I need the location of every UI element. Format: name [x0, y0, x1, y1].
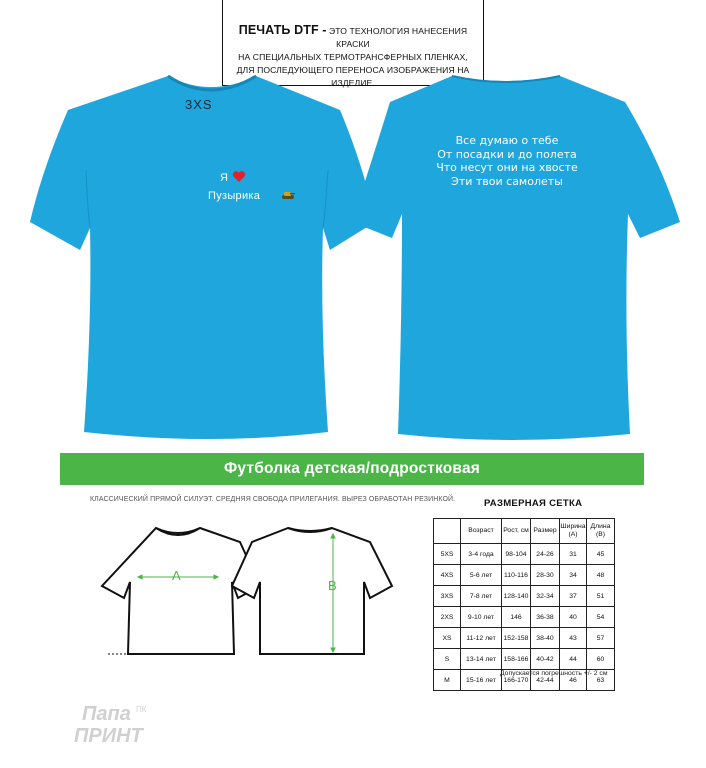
dtf-line3: ДЛЯ ПОСЛЕДУЮЩЕГО ПЕРЕНОСА ИЗОБРАЖЕНИЯ НА ИЗДЕЛИЕ. [236, 65, 470, 88]
table-cell: 40 [560, 607, 587, 628]
table-cell: 51 [587, 586, 615, 607]
table-cell: 15-16 лет [461, 670, 502, 691]
back-print-line: Эти твои самолеты [451, 174, 563, 188]
table-cell: 31 [560, 544, 587, 565]
table-cell: 63 [587, 670, 615, 691]
back-print-line: От посадки и до полета [437, 147, 577, 161]
table-header: Размер [531, 519, 560, 544]
table-row [434, 586, 615, 607]
table-cell: 28-30 [531, 565, 560, 586]
table-cell: 11-12 лет [461, 628, 502, 649]
table-cell: 44 [560, 649, 587, 670]
table-cell: 128-140 [502, 586, 531, 607]
heart-icon [232, 170, 246, 183]
back-print-line: Все думаю о тебе [455, 134, 559, 147]
dtf-line1: ЭТО ТЕХНОЛОГИЯ НАНЕСЕНИЯ КРАСКИ [326, 26, 468, 49]
dtf-term: ПЕЧАТЬ DTF - [238, 23, 327, 37]
table-cell: 43 [560, 628, 587, 649]
table-cell: 34 [560, 565, 587, 586]
table-cell: 37 [560, 586, 587, 607]
size-tag: 3XS [185, 97, 213, 112]
table-row [434, 544, 615, 565]
table-header-row [434, 519, 615, 544]
label-a: A [172, 568, 181, 583]
logo-line1: Папа [82, 703, 131, 725]
tshirt-back [352, 76, 680, 440]
product-banner: Футболка детская/подростковая [60, 453, 644, 485]
back-print-text [412, 134, 602, 188]
table-cell: M [434, 670, 461, 691]
tank-icon [281, 190, 295, 200]
table-cell: 166-170 [502, 670, 531, 691]
table-cell: 38-40 [531, 628, 560, 649]
product-description: КЛАССИЧЕСКИЙ ПРЯМОЙ СИЛУЭТ. СРЕДНЯЯ СВОБОДА ПРИЛЕГАНИЯ. ВЫРЕЗ ОБРАБОТАН РЕЗИНКОЙ. [90, 496, 456, 503]
table-cell: 42-44 [531, 670, 560, 691]
table-row [434, 607, 615, 628]
table-cell: 13-14 лет [461, 649, 502, 670]
logo-badge: ПК [136, 705, 147, 714]
table-header [434, 519, 461, 544]
table-cell: 36-38 [531, 607, 560, 628]
table-cell: 48 [587, 565, 615, 586]
tshirt-illustrations [0, 66, 706, 446]
table-cell: 45 [587, 544, 615, 565]
table-cell: 9-10 лет [461, 607, 502, 628]
table-cell: 4XS [434, 565, 461, 586]
table-cell: 5XS [434, 544, 461, 565]
table-row [434, 649, 615, 670]
front-print-line1: Я [220, 172, 228, 184]
table-cell: 98-104 [502, 544, 531, 565]
table-header: Ширина (А) [560, 519, 587, 544]
table-cell: 110-116 [502, 565, 531, 586]
tshirt-front [30, 76, 375, 439]
table-cell: 146 [502, 607, 531, 628]
dtf-line2: НА СПЕЦИАЛЬНЫХ ТЕРМОТРАНСФЕРНЫХ ПЛЕНКАХ, [238, 52, 468, 62]
table-cell: S [434, 649, 461, 670]
tolerance-note: Допускается погрешность +/- 2 см [500, 670, 608, 677]
table-header: Длина (В) [587, 519, 615, 544]
logo-line2: ПРИНТ [74, 725, 143, 747]
table-cell: 158-166 [502, 649, 531, 670]
table-cell: 46 [560, 670, 587, 691]
table-cell: 32-34 [531, 586, 560, 607]
table-cell: 152-158 [502, 628, 531, 649]
table-cell: 54 [587, 607, 615, 628]
diagram-back-shirt [232, 528, 392, 654]
front-print-line2: Пузырика [208, 190, 261, 202]
table-cell: 57 [587, 628, 615, 649]
table-row [434, 628, 615, 649]
table-cell: 3-4 года [461, 544, 502, 565]
size-chart-title: РАЗМЕРНАЯ СЕТКА [484, 498, 583, 509]
table-cell: 5-6 лет [461, 565, 502, 586]
table-cell: XS [434, 628, 461, 649]
back-print-line: Что несут они на хвосте [436, 161, 578, 174]
table-header: Возраст [461, 519, 502, 544]
table-cell: 3XS [434, 586, 461, 607]
table-cell: 2XS [434, 607, 461, 628]
measurement-diagram [98, 520, 398, 660]
table-cell: 7-8 лет [461, 586, 502, 607]
table-header: Рост, см [502, 519, 531, 544]
table-cell: 24-26 [531, 544, 560, 565]
diagram-front-shirt [102, 528, 260, 654]
brand-logo [74, 700, 184, 750]
label-b: B [328, 578, 337, 593]
table-row [434, 565, 615, 586]
table-cell: 40-42 [531, 649, 560, 670]
table-cell: 60 [587, 649, 615, 670]
size-table [433, 518, 615, 691]
